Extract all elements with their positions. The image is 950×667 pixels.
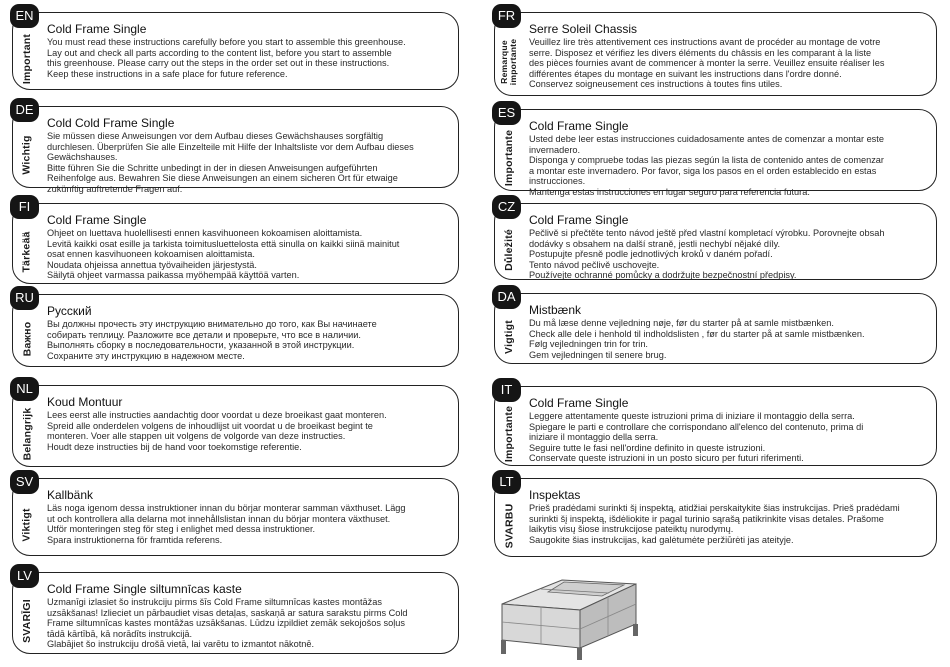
body-line: Glabājiet šo instrukciju drošā vietā, lai varētu to izmantot nākotnē. — [47, 639, 315, 650]
section-body — [529, 411, 926, 464]
side-label-text: Importante — [503, 129, 516, 187]
body-line: Check alle dele i henhold til indholdslisten , før du starter på at samle mistbænken. — [529, 328, 865, 339]
body-line: Läs noga igenom dessa instruktioner innan du börjar monterar samman växthuset. Lägg — [47, 503, 406, 513]
body-line: Noudata ohjeissa annettua työvaiheiden järjestystä. — [47, 259, 257, 270]
body-line: Выполнять сборку в последовательности, указанной в этой инструкции. — [47, 340, 355, 351]
side-label-text: Wichtig — [21, 135, 33, 175]
side-label — [13, 33, 41, 85]
side-label — [13, 224, 41, 279]
body-line: Bitte führen Sie die Schritte unbedingt in der in diesen Anweisungen aufgeführten — [47, 162, 378, 173]
body-line: Používejte ochranné pomůcky a dodržujte bezpečnostní předpisy. — [529, 270, 797, 281]
body-line: Spiegare le parti e controllare che corrispondano all'elenco del contenuto, prima di — [529, 421, 864, 432]
section-lv — [12, 568, 459, 654]
language-code-badge: LV — [10, 564, 39, 588]
language-code-badge: IT — [492, 378, 521, 402]
body-line: this greenhouse. Please carry out the steps in the order set out in these instructions. — [47, 58, 390, 69]
section-title: Koud Montuur — [47, 395, 123, 409]
section-body — [47, 131, 448, 195]
side-label — [495, 224, 523, 275]
body-line: Prieš pradėdami surinkti šį inspektą, atidžiai perskaitykite šias instrukcijas. Prieš pradėdami — [529, 503, 900, 513]
body-line: Houdt deze instructies bij de hand voor toekomstige referentie. — [47, 441, 302, 452]
section-title: Kallbänk — [47, 488, 94, 502]
body-line: собирать теплицу. Разложите все детали и проверьте, что все в наличии. — [47, 329, 361, 340]
section-de — [12, 102, 459, 194]
body-line: instrucciones. — [529, 176, 586, 187]
side-label — [495, 33, 523, 91]
section-title: Русский — [47, 304, 92, 318]
body-line: Levitä kaikki osat esille ja tarkista toimitusluettelosta että sinulla on kaikki siinä mainitut — [47, 238, 400, 249]
body-line: durchlesen. Überprüfen Sie alle Einzelteile mit Hilfe der Inhaltsliste vor dem Aufbau dieses — [47, 141, 414, 152]
side-label — [13, 127, 41, 183]
body-line: Leggere attentamente queste istruzioni prima di iniziare il montaggio della serra. — [529, 411, 855, 421]
side-label-text: Important — [21, 33, 33, 85]
section-title: Cold Frame Single — [47, 22, 147, 36]
side-label-text: Viktigt — [21, 508, 34, 542]
section-title: Cold Frame Single — [529, 396, 629, 410]
cold-frame-illustration — [494, 574, 644, 667]
side-label-text: Důležité — [503, 228, 516, 271]
body-line: Gewächshauses. — [47, 152, 118, 163]
body-line: Сохраните эту инструкцию в надежном месте. — [47, 350, 245, 361]
side-label — [495, 407, 523, 461]
body-line: surinkti šį inspektą, išdėliokite ir pagal turinio sąrašą patikrinkite visas detales. Prašome — [529, 513, 884, 524]
section-body — [47, 319, 448, 361]
body-line: Вы должны прочесть эту инструкцию внимательно до того, как Вы начинаете — [47, 319, 377, 329]
side-label-text: Важно — [21, 321, 33, 356]
body-line: Disponga y compruebe todas las piezas según la lista de contenido antes de comenzar — [529, 155, 884, 166]
body-line: Säilytä ohjeet varmassa paikassa myöhempää käyttöä varten. — [47, 270, 300, 281]
body-line: Følg vejledningen trin for trin. — [529, 339, 648, 350]
section-title: Cold Frame Single — [47, 213, 147, 227]
body-line: invernadero. — [529, 144, 581, 155]
body-line: dodávky s obsahem na další straně, jestli nechybí nějaké díly. — [529, 238, 781, 249]
body-line: Du må læse denne vejledning nøje, før du starter på at samle mistbænken. — [529, 318, 834, 328]
body-line: Spara instruktionerna för framtida referens. — [47, 534, 223, 545]
body-line: osat ennen kasvihuoneen kokoamisen aloittamista. — [47, 249, 255, 260]
section-title: Cold Cold Frame Single — [47, 116, 175, 130]
body-line: Conservez soigneusement ces instructions à toutes fins utiles. — [529, 79, 783, 90]
side-label — [495, 314, 523, 359]
side-label-text: Tärkeää — [21, 230, 34, 273]
side-label-text: Remarque importante — [499, 38, 518, 86]
section-body — [47, 597, 448, 650]
body-line: Pečlivě si přečtěte tento návod ještě před vlastní kompletací výrobku. Porovnejte obsah — [529, 228, 885, 238]
body-line: ut och kontrollera alla delarna mot innehållslistan innan du börjar montera växthuset. — [47, 513, 391, 524]
body-line: Gem vejledningen til senere brug. — [529, 349, 667, 360]
body-line: Seguire tutte le fasi nell'ordine definito in queste istruzioni. — [529, 442, 766, 453]
body-line: Usted debe leer estas instrucciones cuidadosamente antes de comenzar a montar este — [529, 134, 884, 144]
language-code-badge: LT — [492, 470, 521, 494]
body-line: Frame siltumnīcas kastes montāžas uzsākšanas. Lūdzu izpildiet zemāk sekojošos soļus — [47, 618, 405, 629]
section-body — [529, 37, 926, 90]
side-label — [13, 315, 41, 362]
section-title: Cold Frame Single — [529, 119, 629, 133]
side-label-text: Vigtigt — [503, 319, 515, 354]
body-line: uzsākšanas! Izlieciet un pārbaudiet visas detaļas, saskaņā ar satura sarakstu pirms Cold — [47, 607, 408, 618]
body-line: différentes étapes du montage en suivant les instructions dans l'ordre donné. — [529, 68, 842, 79]
body-line: tādā kārtībā, kā norādīts instrukcijā. — [47, 628, 193, 639]
section-title: Inspektas — [529, 488, 581, 502]
language-code-badge: DA — [492, 285, 521, 309]
section-title: Cold Frame Single siltumnīcas kaste — [47, 582, 242, 596]
section-body — [529, 318, 926, 360]
section-nl — [12, 381, 459, 467]
body-line: iniziare il montaggio della serra. — [529, 432, 659, 443]
body-line: Lay out and check all parts according to the content list, before you start to assemble — [47, 47, 392, 58]
side-label-text: Importante — [503, 405, 516, 463]
body-line: Saugokite šias instrukcijas, kad galėtumėte peržiūrėti jas ateityje. — [529, 534, 794, 545]
section-body — [529, 228, 926, 281]
section-sv — [12, 474, 459, 556]
section-body — [47, 228, 448, 281]
section-fi — [12, 199, 459, 284]
section-fr — [494, 8, 937, 96]
body-line: Utför monteringen steg för steg i enlighet med dessa instruktioner. — [47, 524, 316, 535]
body-line: Tento návod pečlivě uschovejte. — [529, 259, 660, 270]
section-body — [47, 37, 448, 79]
body-line: Ohjeet on luettava huolellisesti ennen kasvihuoneen kokoamisen aloittamista. — [47, 228, 363, 238]
section-title: Cold Frame Single — [529, 213, 629, 227]
body-line: You must read these instructions carefully before you start to assemble this greenhouse. — [47, 37, 406, 47]
side-label — [13, 406, 41, 462]
section-cz — [494, 199, 937, 281]
section-lt — [494, 474, 937, 557]
language-code-badge: DE — [10, 98, 39, 122]
side-label-text: Belangrijk — [21, 407, 33, 461]
section-body — [47, 410, 448, 452]
section-body — [47, 503, 448, 545]
language-code-badge: EN — [10, 4, 39, 28]
language-code-badge: NL — [10, 377, 39, 401]
language-code-badge: RU — [10, 286, 39, 310]
body-line: a montar este invernadero. Por favor, siga los pasos en el orden establecido en estas — [529, 165, 877, 176]
language-code-badge: FI — [10, 195, 39, 219]
body-line: Keep these instructions in a safe place for future reference. — [47, 68, 288, 79]
section-ru — [12, 290, 459, 367]
side-label-text: SVARBU — [503, 503, 516, 548]
language-code-badge: SV — [10, 470, 39, 494]
body-line: Mantenga estas instrucciones en lugar seguro para referencia futura. — [529, 186, 810, 197]
body-line: Uzmanīgi izlasiet šo instrukciju pirms šīs Cold Frame siltumnīcas kastes montāžas — [47, 597, 382, 607]
body-line: Sie müssen diese Anweisungen vor dem Aufbau dieses Gewächshauses sorgfältig — [47, 131, 384, 141]
section-es — [494, 105, 937, 197]
side-label — [495, 130, 523, 186]
body-line: laikytis visų šiose instrukcijose pateiktų nurodymų. — [529, 524, 734, 535]
body-line: des pièces fournies avant de commencer à monter la serre. Veuillez ensuite réaliser les — [529, 58, 885, 69]
body-line: Reihenfolge aus. Bewahren Sie diese Anweisungen an einem sicheren Ort für etwaige — [47, 173, 398, 184]
body-line: serre. Disposez et vérifiez les divers éléments du châssis en les comparant à la liste — [529, 47, 872, 58]
section-title: Serre Soleil Chassis — [529, 22, 638, 36]
section-en — [12, 8, 459, 90]
body-line: Postupujte přesně podle jednotlivých kroků v daném pořadí. — [529, 249, 773, 260]
body-line: monteren. Voer alle stappen uit volgens de volgorde van deze instructies. — [47, 431, 346, 442]
section-it — [494, 382, 937, 466]
body-line: Conservate queste istruzioni in un posto sicuro per futuri riferimenti. — [529, 453, 804, 464]
language-code-badge: FR — [492, 4, 521, 28]
language-code-badge: ES — [492, 101, 521, 125]
side-label — [13, 499, 41, 551]
side-label-text: SVARĪGI — [21, 599, 34, 643]
body-line: Lees eerst alle instructies aandachtig door voordat u deze broeikast gaat monteren. — [47, 410, 387, 420]
section-title: Mistbænk — [529, 303, 582, 317]
side-label — [13, 593, 41, 649]
body-line: zukünftig auftretende Fragen auf. — [47, 183, 183, 194]
section-body — [529, 134, 926, 198]
language-code-badge: CZ — [492, 195, 521, 219]
body-line: Spreid alle onderdelen volgens de inhoudlijst uit voordat u de broeikast begint te — [47, 420, 373, 431]
section-da — [494, 289, 937, 364]
section-body — [529, 503, 926, 545]
side-label — [495, 499, 523, 552]
body-line: Veuillez lire très attentivement ces instructions avant de procéder au montage de votre — [529, 37, 881, 47]
